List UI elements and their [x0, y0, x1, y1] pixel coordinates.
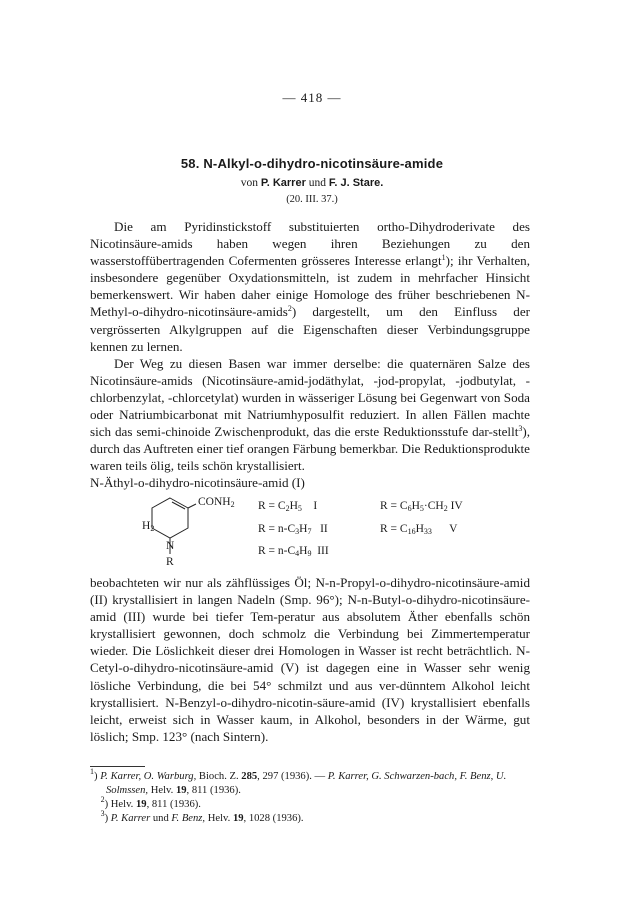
formula-II: $R = n-C_3H_7$ II: [258, 523, 328, 536]
received-date: (20. III. 37.): [286, 194, 338, 205]
formula-IV: $R = C_6H_5\cdot CH_2$ IV: [380, 500, 463, 513]
author-karrer: P. Karrer: [260, 177, 306, 189]
article-title: 58. N-Alkyl-o-dihydro-nicotinsäure-amide: [180, 156, 444, 171]
footnote-rule: [90, 766, 145, 767]
formula-III: $R = n-C_4H_9$ III: [258, 545, 329, 558]
paragraph-1-text-b: ); ihr Verhalten, insbesondere gegenüber Oxydationsmitteln, ist zudem in mehrfacher Hinsicht bemerkenswert. Wir haben daher einige Homologe des früher beschriebenen N-Methyl-o-dihydro-nicotinsäure-amids: [90, 253, 530, 320]
paragraph-3: beobachteten wir nur als zähflüssiges Öl; N-n-Propyl-o-dihydro-nicotinsäure-amid (II) krystallisiert in langen Nadeln (Smp. 96°); N-n-Butyl-o-dihydro-nicotinsäure-amid (III) wurde bei tiefer Tem-peratur aus absolutem Äther ebenfalls schön krystallisiert gewonnen, doch schmolz die Verbindung bei Zimmertemperatur wieder. Die Löslichkeit dieser drei Homologen in Wasser ist recht beträchtlich. N-Cetyl-o-dihydro-nicotinsäure-amid (V) ist dagegen eine in Wasser sehr wenig lösliche Verbindung, die bei 54° schmilzt und aus ver-dünntem Alkohol leicht krystallisiert. N-Benzyl-o-dihydro-nicotin-säure-amid (IV) krystallisiert ebenfalls leicht, erweist sich in Wasser kaum, in Alkohol, besonders in der Wärme, gut löslich; Smp. 123° (nach Sintern).: [90, 575, 530, 744]
paragraph-1: [90, 218, 530, 355]
conh2-label: $CONH_2$: [198, 496, 235, 509]
body-text-bottom: [90, 574, 530, 745]
footnote-1: $^1$) P. Karrer, O. Warburg, Bioch. Z. 285, 297 (1936). — P. Karrer, G. Schwarzen-bach, F. Benz, U. Solmssen, Helv. 19, 811 (1936).: [90, 767, 507, 796]
footnote-2: $^2$) Helv. 19, 811 (1936).: [100, 795, 201, 810]
footnote-3: $^3$) P. Karrer und F. Benz, Helv. 19, 1028 (1936).: [100, 809, 304, 824]
paragraph-1-text-c: ) dargestellt, um den Einfluss der vergrösserten Alkylgruppen auf die Eigenschaften dieser Verbindungsgruppe kennen zu lernen.: [90, 304, 530, 354]
footnote-ref-3: 3: [518, 424, 523, 434]
paragraph-2-text-a: Der Weg zu diesen Basen war immer derselbe: die quaternären Salze des Nicotinsäure-amids (Nicotinsäure-amid-jodäthylat, -jod-propylat, -jodbutylat, -chlorbenzylat, -chlorcetylat) wurden in wässeriger Lösung bei Gegenwart von Soda oder Natriumbicarbonat mit Natriumhyposulfit reduziert. In allen Fällen machte sich das semi-chinoide Zwischenprodukt, das die erste Reduktionsstufe dar-stellt: [90, 355, 530, 440]
structure-figure: [90, 492, 530, 572]
r-label: R: [166, 556, 174, 568]
formula-I: $R = C_2H_5$ I: [258, 500, 318, 513]
paragraph-2-compound: N-Äthyl-o-dihydro-nicotinsäure-amid (I): [90, 475, 305, 491]
authors-prefix: von: [240, 177, 258, 189]
formula-V: $R = C_{16}H_{33}$ V: [380, 523, 458, 536]
footnotes: [90, 767, 530, 826]
h2-label: $H_2$: [142, 520, 155, 533]
footnote-ref-2: 2: [287, 304, 292, 314]
paragraph-2: [90, 355, 530, 475]
n-label: N: [166, 540, 175, 552]
paragraph-1-text-a: Die am Pyridinstickstoff substituierten ortho-Dihydroderivate des Nicotinsäure-amids haben wegen ihren Beziehungen zu den wasserstoffübertragenden Cofermenten grösseres Interesse erlangt: [90, 219, 530, 269]
page-number: — 418 —: [282, 90, 342, 105]
authors-line: [0, 177, 624, 189]
body-text-top: [90, 218, 530, 492]
ring-hexagon: [152, 498, 188, 538]
substituent-bond: [188, 504, 196, 508]
paragraph-2-text-b: ), durch das Auftreten einer tief orangen Färbung bemerkbar. Die Reduktionsprodukte waren teils ölig, teils schön krystallisiert.: [90, 424, 530, 474]
footnote-ref-1: 1: [441, 253, 446, 263]
author-stare: F. J. Stare.: [328, 177, 384, 189]
authors-and: und: [308, 177, 326, 189]
